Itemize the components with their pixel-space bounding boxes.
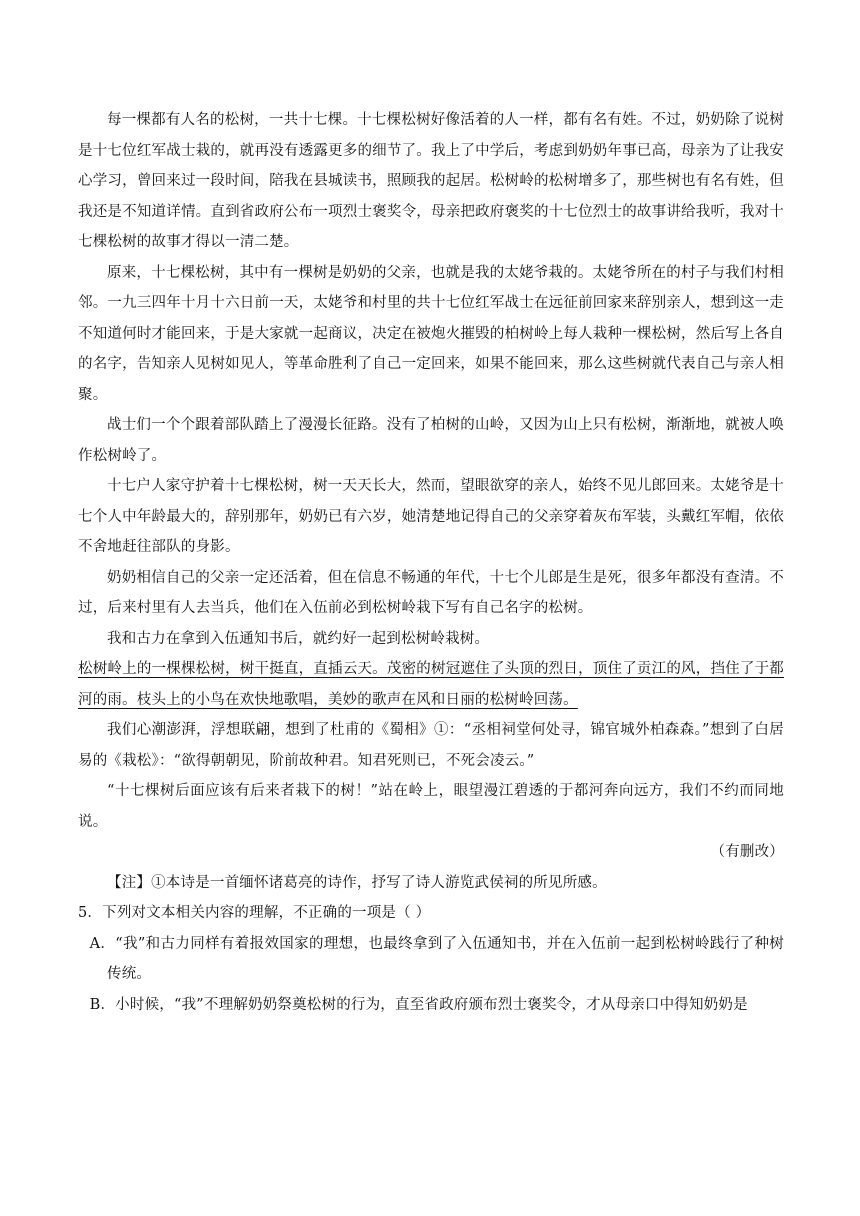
paragraph-poems: 我们心潮澎湃，浮想联翩，想到了杜甫的《蜀相》①：“丞相祠堂何处寻，锦官城外柏森森。”想到了白居易的《栽松》：“欲得朝朝见，阶前故种君。知君死则已，不死会凌云。” (78, 722, 784, 769)
option-b-label: B． (89, 996, 116, 1013)
option-a (78, 929, 784, 990)
footnote: 【注】①本诗是一首缅怀诸葛亮的诗作，抒写了诗人游览武侯祠的所见所感。 (107, 874, 607, 891)
underlined-text: 松树岭上的一棵棵松树，树干挺直，直插云天。茂密的树冠遮住了头顶的烈日，顶住了贡江的风，挡住了于都河的雨。枝头上的小鸟在欢快地歌唱，美妙的歌声在风和日丽的松树岭回荡。 (78, 661, 784, 708)
option-a-text: “我”和古力同样有着报效国家的理想，也最终拿到了入伍通知书，并在入伍前一起到松树岭践行了种树传统。 (107, 935, 784, 982)
paragraph-3: 战士们一个个跟着部队踏上了漫漫长征路。没有了柏树的山岭，又因为山上只有松树，渐渐地，就被人唤作松树岭了。 (78, 417, 784, 464)
option-b-text: 小时候，“我”不理解奶奶祭奠松树的行为，直至省政府颁布烈士褒奖令，才从母亲口中得知奶奶是 (115, 996, 748, 1013)
underlined-paragraph (78, 654, 784, 715)
paragraph-4: 十七户人家守护着十七棵松树，树一天天长大，然而，望眼欲穿的亲人，始终不见儿郎回来。太姥爷是十七个人中年龄最大的，辞别那年，奶奶已有六岁，她清楚地记得自己的父亲穿着灰布军装，头戴红军帽，依依不舍地赶往部队的身影。 (78, 478, 784, 555)
edit-note: （有删改） (710, 844, 784, 860)
paragraph-last: “十七棵树后面应该有后来者栽下的树！”站在岭上，眼望漫江碧透的于都河奔向远方，我们不约而同地说。 (78, 783, 784, 830)
article-body (78, 105, 784, 1020)
paragraph-5: 奶奶相信自己的父亲一定还活着，但在信息不畅通的年代，十七个儿郎是生是死，很多年都没有查清。不过，后来村里有人去当兵，他们在入伍前必到松树岭栽下写有自己名字的松树。 (78, 569, 784, 616)
paragraph-6: 我和古力在拿到入伍通知书后，就约好一起到松树岭栽树。 (107, 630, 490, 647)
option-a-label: A． (89, 935, 116, 952)
question-stem: 5．下列对文本相关内容的理解，不正确的一项是（ ） (78, 905, 431, 921)
paragraph-2: 原来，十七棵松树，其中有一棵树是奶奶的父亲，也就是我的太姥爷栽的。太姥爷所在的村子与我们村相邻。一九三四年十月十六日前一天，太姥爷和村里的共十七位红军战士在远征前回家来辞别亲人，想到这一走不知道何时才能回来，于是大家就一起商议，决定在被炮火摧毁的柏树岭上每人栽种一棵松树，然后写上各自的名字，告知亲人见树如见人，等革命胜利了自己一定回来，如果不能回来，那么这些树就代表自己与亲人相聚。 (78, 264, 784, 403)
paragraph-1: 每一棵都有人名的松树，一共十七棵。十七棵松树好像活着的人一样，都有名有姓。不过，奶奶除了说树是十七位红军战士栽的，就再没有透露更多的细节了。我上了中学后，考虑到奶奶年事已高，母亲为了让我安心学习，曾回来过一段时间，陪我在县城读书，照顾我的起居。松树岭的松树增多了，那些树也有名有姓，但我还是不知道详情。直到省政府公布一项烈士褒奖令，母亲把政府褒奖的十七位烈士的故事讲给我听，我对十七棵松树的故事才得以一清二楚。 (78, 112, 784, 250)
option-b (78, 990, 784, 1021)
